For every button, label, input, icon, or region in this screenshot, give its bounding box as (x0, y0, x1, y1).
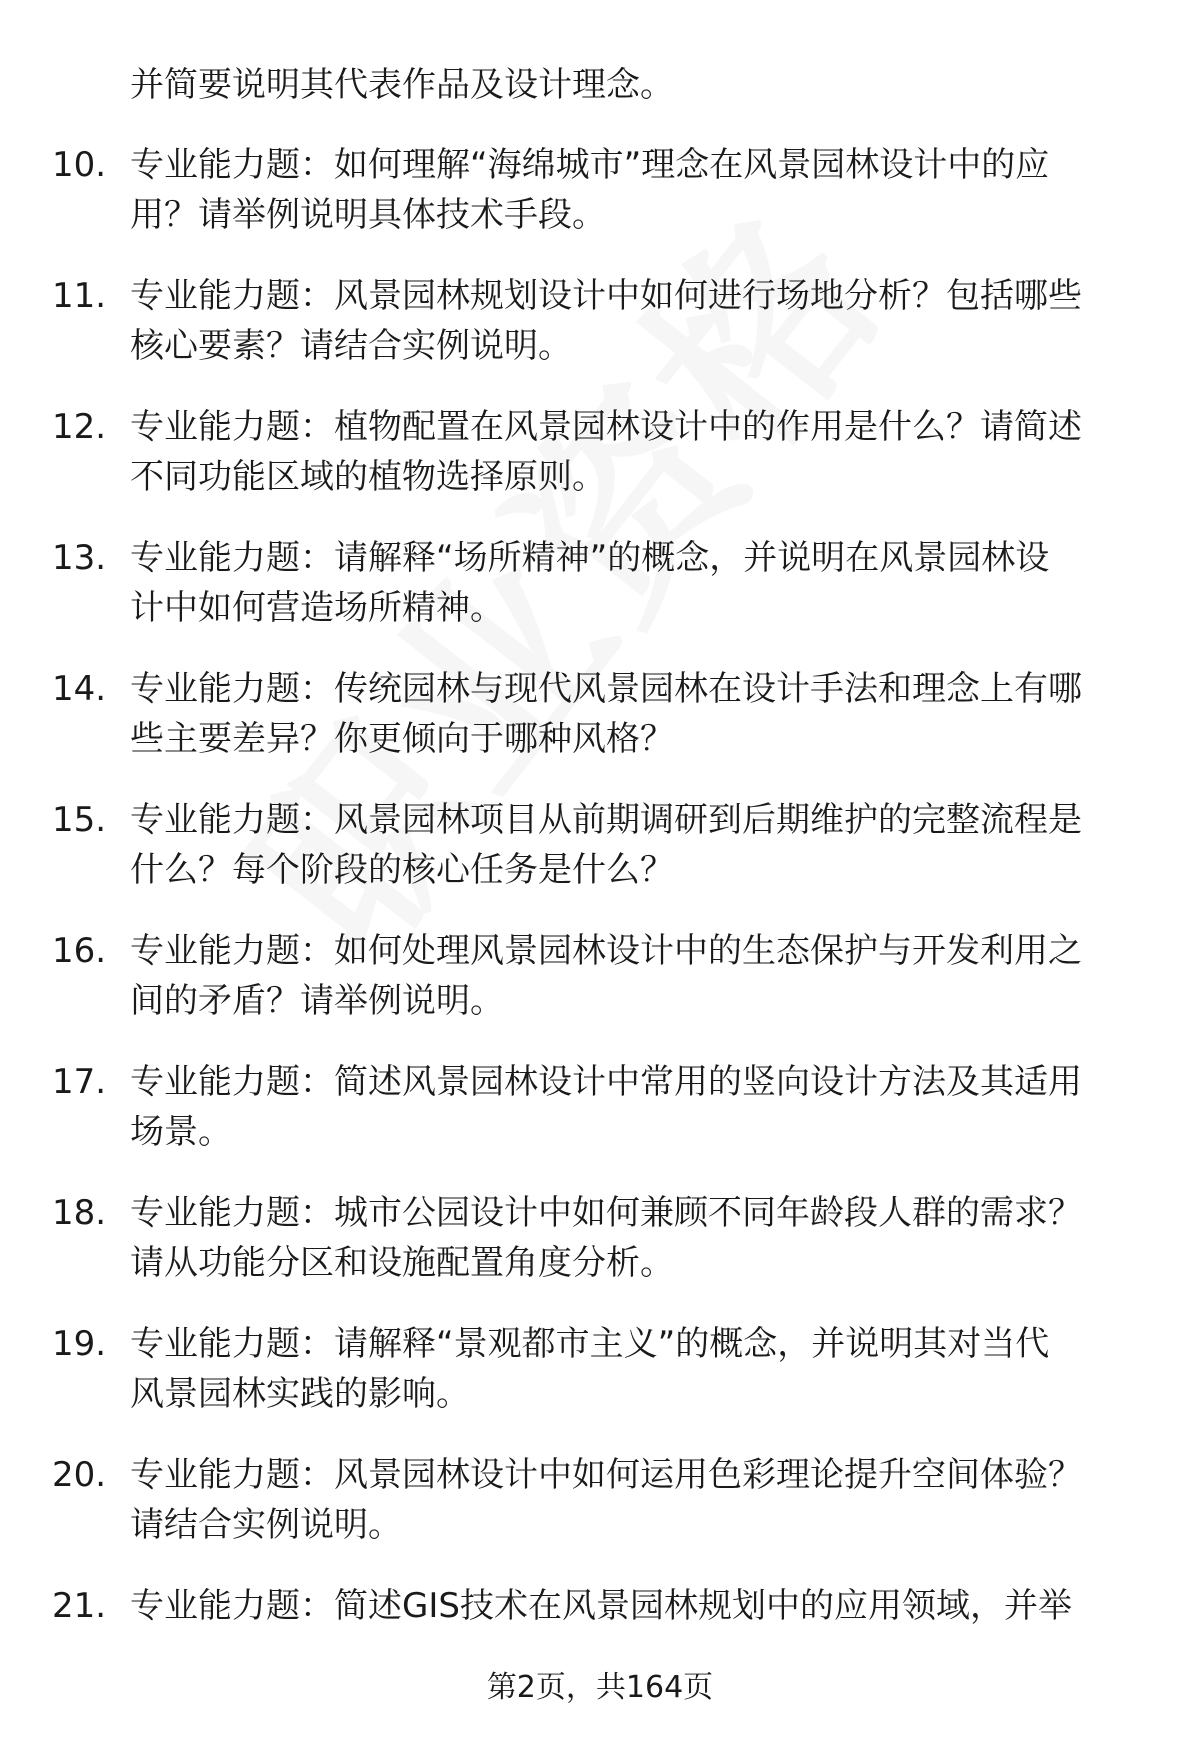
question-text (130, 402, 1150, 502)
question-number: 19. (52, 1324, 107, 1364)
question-item (0, 271, 1200, 402)
question-line: 专业能力题：如何理解“海绵城市”理念在风景园林设计中的应 (130, 145, 1050, 185)
question-number: 21. (52, 1586, 107, 1626)
question-text (130, 271, 1150, 371)
question-line: 专业能力题：如何处理风景园林设计中的生态保护与开发利用之 (130, 931, 1082, 971)
question-item (0, 1319, 1200, 1450)
question-line: 不同功能区域的植物选择原则。 (130, 457, 606, 497)
question-number: 15. (52, 800, 107, 840)
question-text (130, 1450, 1150, 1550)
question-item (0, 533, 1200, 664)
question-text (130, 533, 1150, 633)
question-line: 专业能力题：植物配置在风景园林设计中的作用是什么？请简述 (130, 407, 1082, 447)
question-line: 专业能力题：简述GIS技术在风景园林规划中的应用领域，并举 (130, 1586, 1072, 1626)
question-number: 16. (52, 931, 107, 971)
question-line: 专业能力题：简述风景园林设计中常用的竖向设计方法及其适用 (130, 1062, 1082, 1102)
question-number: 10. (52, 145, 107, 185)
question-number: 18. (52, 1193, 107, 1233)
question-line: 专业能力题：风景园林设计中如何运用色彩理论提升空间体验？ (130, 1455, 1082, 1495)
question-line: 什么？每个阶段的核心任务是什么？ (130, 850, 674, 890)
question-line: 专业能力题：请解释“景观都市主义”的概念，并说明其对当代 (130, 1324, 1050, 1364)
question-item (0, 1057, 1200, 1188)
question-text (130, 795, 1150, 895)
page-footer: 第2页，共164页 (486, 1670, 714, 1705)
question-line: 核心要素？请结合实例说明。 (130, 326, 572, 366)
question-line: 专业能力题：城市公园设计中如何兼顾不同年龄段人群的需求？ (130, 1193, 1082, 1233)
question-item (0, 1450, 1200, 1581)
question-item (0, 926, 1200, 1057)
question-line: 用？请举例说明具体技术手段。 (130, 195, 606, 235)
question-text (130, 140, 1150, 240)
question-line: 些主要差异？你更倾向于哪种风格？ (130, 719, 674, 759)
question-item (0, 140, 1200, 271)
question-text (130, 1581, 1150, 1631)
question-item (0, 402, 1200, 533)
question-number: 13. (52, 538, 107, 578)
question-number: 14. (52, 669, 107, 709)
question-item (0, 795, 1200, 926)
question-item (0, 664, 1200, 795)
question-number: 12. (52, 407, 107, 447)
question-line: 风景园林实践的影响。 (130, 1374, 470, 1414)
question-list (0, 140, 1200, 1712)
question-line: 计中如何营造场所精神。 (130, 588, 504, 628)
question-line: 专业能力题：风景园林规划设计中如何进行场地分析？包括哪些 (130, 276, 1082, 316)
question-number: 20. (52, 1455, 107, 1495)
question-line: 专业能力题：传统园林与现代风景园林在设计手法和理念上有哪 (130, 669, 1082, 709)
question-line: 场景。 (130, 1112, 232, 1152)
question-line: 请结合实例说明。 (130, 1505, 402, 1545)
question-text (130, 664, 1150, 764)
question-text (130, 1188, 1150, 1288)
question-number: 11. (52, 276, 107, 316)
question-line: 专业能力题：请解释“场所精神”的概念，并说明在风景园林设 (130, 538, 1050, 578)
question-line: 请从功能分区和设施配置角度分析。 (130, 1243, 674, 1283)
question-item (0, 1188, 1200, 1319)
question-text (130, 926, 1150, 1026)
question-line: 间的矛盾？请举例说明。 (130, 981, 504, 1021)
continuation-text: 并简要说明其代表作品及设计理念。 (130, 65, 674, 105)
question-number: 17. (52, 1062, 107, 1102)
question-text (130, 1057, 1150, 1157)
question-text (130, 1319, 1150, 1419)
question-line: 专业能力题：风景园林项目从前期调研到后期维护的完整流程是 (130, 800, 1082, 840)
